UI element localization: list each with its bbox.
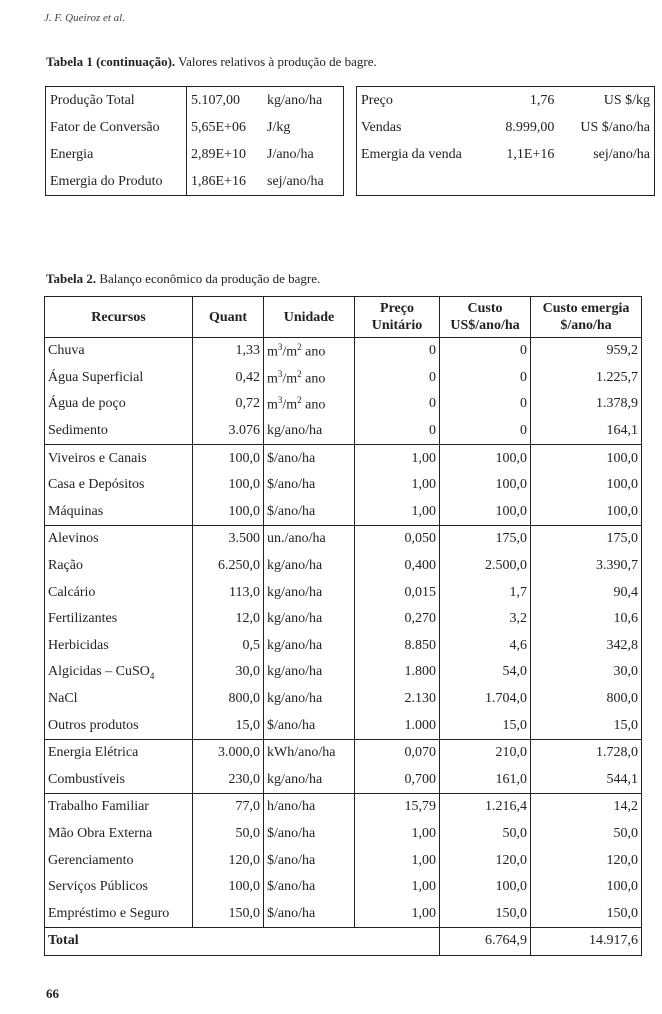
cell-custo-emergia: 3.390,7 — [531, 553, 642, 580]
t1-label: Preço — [361, 92, 393, 108]
cell-recurso — [45, 874, 193, 901]
cell-unidade: un./ano/ha — [264, 526, 355, 553]
cell-preco: 1,00 — [355, 821, 440, 848]
cell-quant: 100,0 — [193, 472, 264, 499]
table-row — [45, 767, 642, 794]
recurso-text: Empréstimo e Seguro — [48, 905, 170, 921]
t1-value: 2,89E+10 — [191, 146, 246, 162]
cell-unidade: kWh/ano/ha — [264, 739, 355, 766]
cell-quant: 30,0 — [193, 659, 264, 686]
t1-value: 1,1E+16 — [506, 146, 555, 162]
unit-tail: ano — [301, 371, 326, 387]
col-header-custo-emergia-line1: Custo emergia — [542, 301, 630, 316]
cell-quant: 120,0 — [193, 847, 264, 874]
table-row — [45, 686, 642, 713]
recurso-subscript: 4 — [149, 670, 155, 681]
unit-tail: ano — [301, 397, 326, 413]
cell-recurso — [45, 499, 193, 526]
cell-recurso — [45, 659, 193, 686]
cell-unidade — [264, 365, 355, 392]
cell-recurso — [45, 686, 193, 713]
t1-unit: J/ano/ha — [267, 146, 314, 162]
cell-custo: 100,0 — [440, 874, 531, 901]
t1-unit: sej/ano/ha — [593, 146, 650, 162]
unit-exp1: 3 — [277, 395, 283, 406]
cell-custo-emergia: 100,0 — [531, 874, 642, 901]
cell-unidade — [264, 391, 355, 418]
recurso-text: Mão Obra Externa — [48, 825, 153, 841]
cell-recurso — [45, 445, 193, 472]
recurso-text: Viveiros e Canais — [48, 450, 147, 466]
cell-preco: 0,015 — [355, 579, 440, 606]
cell-custo-emergia: 100,0 — [531, 445, 642, 472]
cell-recurso — [45, 767, 193, 794]
cell-unidade: kg/ano/ha — [264, 553, 355, 580]
cell-custo: 161,0 — [440, 767, 531, 794]
t1-label: Produção Total — [46, 87, 187, 115]
recurso-text: Herbicidas — [48, 637, 109, 653]
cell-quant: 6.250,0 — [193, 553, 264, 580]
cell-custo: 120,0 — [440, 847, 531, 874]
col-header-unidade: Unidade — [264, 297, 355, 338]
table1-right-row — [357, 141, 654, 168]
unit-tail: ano — [301, 344, 326, 360]
col-header-quant: Quant — [193, 297, 264, 338]
cell-custo: 1.216,4 — [440, 794, 531, 821]
table-row — [45, 418, 642, 445]
cell-custo-emergia: 100,0 — [531, 499, 642, 526]
recurso-text: Fertilizantes — [48, 611, 118, 627]
recurso-text: Máquinas — [48, 503, 104, 519]
cell-preco: 0,400 — [355, 553, 440, 580]
unit-base: m — [267, 397, 278, 413]
cell-custo-emergia: 164,1 — [531, 418, 642, 445]
table2-header-row — [45, 297, 642, 338]
table-row — [45, 794, 642, 821]
cell-custo-emergia: 150,0 — [531, 900, 642, 927]
cell-preco: 1,00 — [355, 874, 440, 901]
cell-recurso — [45, 847, 193, 874]
t1-unit: US $/ano/ha — [580, 119, 650, 135]
cell-quant: 50,0 — [193, 821, 264, 848]
cell-recurso — [45, 739, 193, 766]
table1-caption-label: Tabela 1 (continuação). — [46, 54, 176, 69]
t1-unit: sej/ano/ha — [267, 173, 324, 189]
cell-unidade: kg/ano/ha — [264, 606, 355, 633]
cell-custo: 15,0 — [440, 712, 531, 739]
cell-custo: 0 — [440, 365, 531, 392]
cell-custo: 3,2 — [440, 606, 531, 633]
cell-preco: 1.800 — [355, 659, 440, 686]
recurso-text: Gerenciamento — [48, 852, 134, 868]
cell-custo-emergia: 14,2 — [531, 794, 642, 821]
unit-mid: /m — [282, 371, 298, 387]
recurso-text: Sedimento — [48, 423, 108, 439]
cell-unidade: kg/ano/ha — [264, 633, 355, 660]
cell-recurso — [45, 472, 193, 499]
col-header-preco-line1: Preço — [380, 301, 414, 316]
cell-recurso — [45, 365, 193, 392]
cell-unidade: kg/ano/ha — [264, 767, 355, 794]
cell-quant: 3.000,0 — [193, 739, 264, 766]
cell-recurso — [45, 900, 193, 927]
table-row — [45, 499, 642, 526]
unit-exp1: 3 — [277, 368, 283, 379]
cell-preco: 0,700 — [355, 767, 440, 794]
cell-custo: 0 — [440, 391, 531, 418]
col-header-custo-line1: Custo — [467, 301, 503, 316]
running-header: J. F. Queiroz et al. — [44, 12, 125, 24]
table-row — [45, 633, 642, 660]
cell-preco: 0 — [355, 365, 440, 392]
col-header-custo — [440, 297, 531, 338]
page-number: 66 — [46, 986, 59, 1001]
cell-custo: 100,0 — [440, 445, 531, 472]
unit-base: m — [267, 371, 278, 387]
cell-recurso — [45, 579, 193, 606]
cell-unidade: $/ano/ha — [264, 712, 355, 739]
recurso-text: Serviços Públicos — [48, 879, 148, 895]
cell-quant: 113,0 — [193, 579, 264, 606]
table2-caption-label: Tabela 2. — [46, 271, 97, 286]
cell-custo-emergia: 90,4 — [531, 579, 642, 606]
table-row — [45, 659, 642, 686]
cell-preco: 0 — [355, 391, 440, 418]
table1-caption — [46, 54, 377, 70]
table1-left-row — [46, 141, 344, 168]
table-row — [45, 526, 642, 553]
cell-preco: 0 — [355, 418, 440, 445]
cell-unidade: $/ano/ha — [264, 499, 355, 526]
table1-left-row — [46, 87, 344, 115]
recurso-text: Combustíveis — [48, 771, 126, 787]
cell-custo-emergia: 30,0 — [531, 659, 642, 686]
cell-custo-emergia: 1.378,9 — [531, 391, 642, 418]
cell-unidade: $/ano/ha — [264, 445, 355, 472]
cell-custo-emergia: 1.225,7 — [531, 365, 642, 392]
cell-quant: 1,33 — [193, 338, 264, 365]
cell-preco: 0,070 — [355, 739, 440, 766]
cell-custo: 1.704,0 — [440, 686, 531, 713]
cell-custo: 2.500,0 — [440, 553, 531, 580]
recurso-text: Alevinos — [48, 531, 99, 547]
t1-label: Fator de Conversão — [46, 114, 187, 141]
unit-exp2: 2 — [297, 341, 302, 352]
recurso-text: Chuva — [48, 343, 85, 359]
cell-unidade — [264, 338, 355, 365]
cell-custo-emergia: 175,0 — [531, 526, 642, 553]
recurso-text: Calcário — [48, 584, 96, 600]
cell-quant: 3.500 — [193, 526, 264, 553]
unit-mid: /m — [282, 344, 298, 360]
table-row — [45, 900, 642, 927]
table-row — [45, 365, 642, 392]
t1-label: Energia — [46, 141, 187, 168]
cell-recurso — [45, 418, 193, 445]
table1-left-row — [46, 168, 344, 196]
cell-unidade: h/ano/ha — [264, 794, 355, 821]
col-header-recursos: Recursos — [45, 297, 193, 338]
cell-quant: 230,0 — [193, 767, 264, 794]
cell-unidade: kg/ano/ha — [264, 579, 355, 606]
cell-recurso — [45, 553, 193, 580]
unit-base: m — [267, 344, 278, 360]
recurso-text: Ração — [48, 558, 83, 574]
unit-exp2: 2 — [297, 368, 302, 379]
table2-economic-balance — [44, 296, 642, 956]
cell-custo-emergia: 15,0 — [531, 712, 642, 739]
cell-quant: 0,72 — [193, 391, 264, 418]
col-header-custo-emergia-line2: $/ano/ha — [560, 318, 612, 333]
table-row — [45, 579, 642, 606]
cell-custo: 100,0 — [440, 499, 531, 526]
cell-recurso — [45, 391, 193, 418]
cell-custo-emergia: 342,8 — [531, 633, 642, 660]
table-row — [45, 391, 642, 418]
cell-recurso — [45, 633, 193, 660]
t1-label: Vendas — [361, 119, 402, 135]
cell-custo: 0 — [440, 338, 531, 365]
table-row — [45, 847, 642, 874]
cell-unidade: $/ano/ha — [264, 472, 355, 499]
table1-right-row — [357, 114, 654, 141]
t1-value: 1,76 — [529, 92, 555, 108]
t1-value: 1,86E+16 — [191, 173, 246, 189]
cell-preco: 0,270 — [355, 606, 440, 633]
cell-custo: 54,0 — [440, 659, 531, 686]
cell-unidade: $/ano/ha — [264, 847, 355, 874]
total-custo-emergia: 14.917,6 — [531, 928, 642, 956]
cell-recurso — [45, 526, 193, 553]
table1-sales-values — [356, 86, 655, 196]
cell-unidade: kg/ano/ha — [264, 418, 355, 445]
cell-custo: 50,0 — [440, 821, 531, 848]
t1-value: 5,65E+06 — [191, 119, 246, 135]
t1-value: 8.999,00 — [505, 119, 555, 135]
cell-custo-emergia: 10,6 — [531, 606, 642, 633]
cell-unidade: $/ano/ha — [264, 874, 355, 901]
col-header-custo-line2: US$/ano/ha — [450, 318, 520, 333]
table1-right-row — [357, 87, 654, 114]
cell-custo: 175,0 — [440, 526, 531, 553]
cell-quant: 150,0 — [193, 900, 264, 927]
cell-custo: 0 — [440, 418, 531, 445]
t1-value: 5.107,00 — [191, 92, 240, 108]
table-row — [45, 874, 642, 901]
table-row — [45, 472, 642, 499]
cell-preco: 1,00 — [355, 847, 440, 874]
recurso-text: NaCl — [48, 691, 78, 707]
table-row — [45, 445, 642, 472]
t1-unit: kg/ano/ha — [267, 92, 323, 108]
col-header-preco — [355, 297, 440, 338]
table-row — [45, 712, 642, 739]
cell-recurso — [45, 821, 193, 848]
cell-custo-emergia: 959,2 — [531, 338, 642, 365]
col-header-custo-emergia — [531, 297, 642, 338]
col-header-preco-line2: Unitário — [371, 318, 423, 333]
table-row — [45, 739, 642, 766]
cell-recurso — [45, 794, 193, 821]
recurso-text: Algicidas – CuSO — [48, 664, 150, 680]
cell-preco: 1,00 — [355, 900, 440, 927]
recurso-text: Outros produtos — [48, 717, 139, 733]
total-label: Total — [45, 928, 440, 956]
t1-unit: US $/kg — [603, 92, 650, 108]
cell-custo: 210,0 — [440, 739, 531, 766]
table2-caption — [46, 271, 320, 287]
unit-mid: /m — [282, 397, 298, 413]
cell-preco: 0 — [355, 338, 440, 365]
recurso-text: Trabalho Familiar — [48, 799, 149, 815]
cell-preco: 1,00 — [355, 499, 440, 526]
cell-quant: 0,42 — [193, 365, 264, 392]
cell-preco: 2.130 — [355, 686, 440, 713]
table-row — [45, 821, 642, 848]
cell-quant: 12,0 — [193, 606, 264, 633]
table1-caption-text: Valores relativos à produção de bagre. — [175, 54, 377, 69]
cell-quant: 100,0 — [193, 445, 264, 472]
total-custo: 6.764,9 — [440, 928, 531, 956]
table-row — [45, 553, 642, 580]
cell-custo-emergia: 1.728,0 — [531, 739, 642, 766]
cell-recurso — [45, 606, 193, 633]
recurso-text: Casa e Depósitos — [48, 477, 145, 493]
cell-quant: 3.076 — [193, 418, 264, 445]
table2-caption-text: Balanço econômico da produção de bagre. — [96, 271, 321, 286]
cell-custo: 1,7 — [440, 579, 531, 606]
cell-unidade: $/ano/ha — [264, 821, 355, 848]
cell-unidade: kg/ano/ha — [264, 686, 355, 713]
t1-label: Emergia do Produto — [46, 168, 187, 196]
t1-label: Emergia da venda — [361, 146, 462, 162]
cell-quant: 800,0 — [193, 686, 264, 713]
unit-exp2: 2 — [297, 395, 302, 406]
cell-recurso — [45, 712, 193, 739]
cell-quant: 15,0 — [193, 712, 264, 739]
cell-custo: 4,6 — [440, 633, 531, 660]
t1-unit: J/kg — [267, 119, 291, 135]
cell-preco: 15,79 — [355, 794, 440, 821]
unit-exp1: 3 — [277, 341, 283, 352]
table1-production-values — [45, 86, 344, 196]
recurso-text: Água de poço — [48, 396, 126, 412]
cell-preco: 0,050 — [355, 526, 440, 553]
cell-custo-emergia: 120,0 — [531, 847, 642, 874]
cell-quant: 100,0 — [193, 499, 264, 526]
cell-preco: 1,00 — [355, 445, 440, 472]
cell-quant: 77,0 — [193, 794, 264, 821]
recurso-text: Água Superficial — [48, 369, 144, 385]
cell-recurso — [45, 338, 193, 365]
cell-unidade: kg/ano/ha — [264, 659, 355, 686]
cell-quant: 100,0 — [193, 874, 264, 901]
table2-total-row — [45, 928, 642, 956]
cell-unidade: $/ano/ha — [264, 900, 355, 927]
cell-quant: 0,5 — [193, 633, 264, 660]
table-row — [45, 338, 642, 365]
cell-custo: 150,0 — [440, 900, 531, 927]
recurso-text: Energia Elétrica — [48, 745, 139, 761]
cell-custo-emergia: 50,0 — [531, 821, 642, 848]
table1-left-row — [46, 114, 344, 141]
cell-custo-emergia: 100,0 — [531, 472, 642, 499]
cell-custo-emergia: 544,1 — [531, 767, 642, 794]
table-row — [45, 606, 642, 633]
cell-custo: 100,0 — [440, 472, 531, 499]
cell-preco: 1.000 — [355, 712, 440, 739]
cell-preco: 1,00 — [355, 472, 440, 499]
cell-custo-emergia: 800,0 — [531, 686, 642, 713]
cell-preco: 8.850 — [355, 633, 440, 660]
